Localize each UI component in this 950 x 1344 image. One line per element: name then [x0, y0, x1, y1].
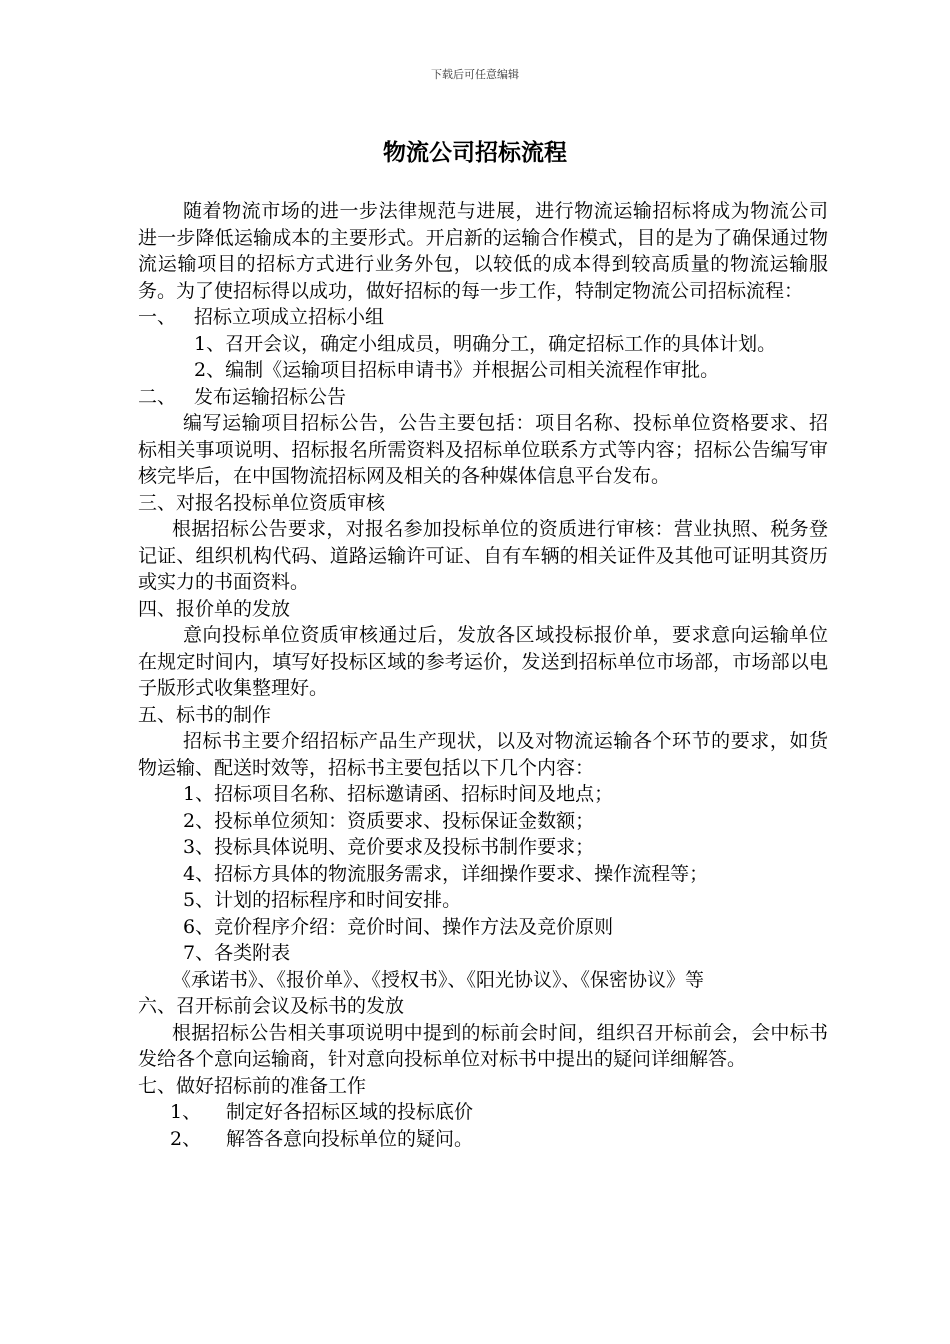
section-6-heading: 六、召开标前会议及标书的发放: [138, 995, 405, 1017]
document-body: [138, 198, 828, 1152]
section-7-item-2-text: 解答各意向投标单位的疑问。: [226, 1127, 474, 1150]
section-7-item-1: [138, 1099, 828, 1126]
section-5-appendix: 《承诺书》、《报价单》、《授权书》、《阳光协议》、《保密协议》等: [172, 968, 705, 991]
section-5-item-6: 6、竞价程序介绍：竞价时间、操作方法及竞价原则: [183, 915, 614, 938]
section-5-item-7: 7、各类附表: [183, 942, 291, 964]
section-7-item-1-number: 1、: [170, 1101, 202, 1123]
section-2-heading: [138, 384, 828, 411]
section-7-heading: 七、做好招标前的准备工作: [138, 1074, 367, 1097]
section-5-item-1: 1、招标项目名称、招标邀请函、招标时间及地点；: [183, 783, 614, 805]
page-header: 下载后可任意编辑: [431, 68, 519, 81]
section-5-item-4: 4、招标方具体的物流服务需求，详细操作要求、操作流程等；: [183, 862, 709, 885]
section-2-title: 发布运输招标公告: [194, 385, 347, 408]
document-title: 物流公司招标流程: [383, 139, 567, 166]
section-1-item-2: 2、编制《运输项目招标申请书》并根据公司相关流程作审批。: [194, 359, 720, 381]
intro-paragraph: 随着物流市场的进一步法律规范与进展，进行物流运输招标将成为物流公司进一步降低运输成本的主要形式。开启新的运输合作模式，目的是为了确保通过物流运输项目的招标方式进行业务外包，以较低的成本得到较高质量的物流运输服务。为了使招标得以成功，做好招标的每一步工作，特制定物流公司招标流程：: [138, 200, 828, 302]
section-5-item-3: 3、投标具体说明、竞价要求及投标书制作要求；: [183, 836, 595, 858]
section-3-heading: 三、对报名投标单位资质审核: [138, 491, 386, 514]
section-4-heading: 四、报价单的发放: [138, 597, 291, 620]
section-4-body: 意向投标单位资质审核通过后，发放各区域投标报价单，要求意向运输单位在规定时间内，填写好投标区域的参考运价，发送到招标单位市场部，市场部以电子版形式收集整理好。: [138, 624, 828, 699]
section-1-heading: [138, 304, 828, 331]
section-2-body: 编写运输项目招标公告，公告主要包括：项目名称、投标单位资格要求、招标相关事项说明、招标报名所需资料及招标单位联系方式等内容；招标公告编写审核完毕后，在中国物流招标网及相关的各种媒体信息平台发布。: [138, 412, 828, 487]
section-1-number: 一、: [138, 306, 177, 328]
section-6-body: 根据招标公告相关事项说明中提到的标前会时间，组织召开标前会，会中标书发给各个意向运输商，针对意向投标单位对标书中提出的疑问详细解答。: [138, 1021, 828, 1070]
section-5-item-5: 5、计划的招标程序和时间安排。: [183, 889, 462, 911]
section-5-body: 招标书主要介绍招标产品生产现状，以及对物流运输各个环节的要求，如货物运输、配送时效等，招标书主要包括以下几个内容：: [138, 730, 828, 779]
section-1-item-1: 1、召开会议，确定小组成员，明确分工，确定招标工作的具体计划。: [194, 332, 777, 355]
section-1-title: 招标立项成立招标小组: [194, 306, 385, 328]
section-7-item-2-number: 2、: [170, 1127, 202, 1150]
section-7-item-1-text: 制定好各招标区域的投标底价: [226, 1101, 474, 1123]
section-3-body: 根据招标公告要求，对报名参加投标单位的资质进行审核：营业执照、税务登记证、组织机构代码、道路运输许可证、自有车辆的相关证件及其他可证明其资历或实力的书面资料。: [138, 518, 828, 593]
section-5-heading: 五、标书的制作: [138, 703, 272, 726]
section-2-number: 二、: [138, 385, 177, 408]
section-7-item-2: [138, 1126, 828, 1153]
section-5-item-2: 2、投标单位须知：资质要求、投标保证金数额；: [183, 809, 595, 832]
